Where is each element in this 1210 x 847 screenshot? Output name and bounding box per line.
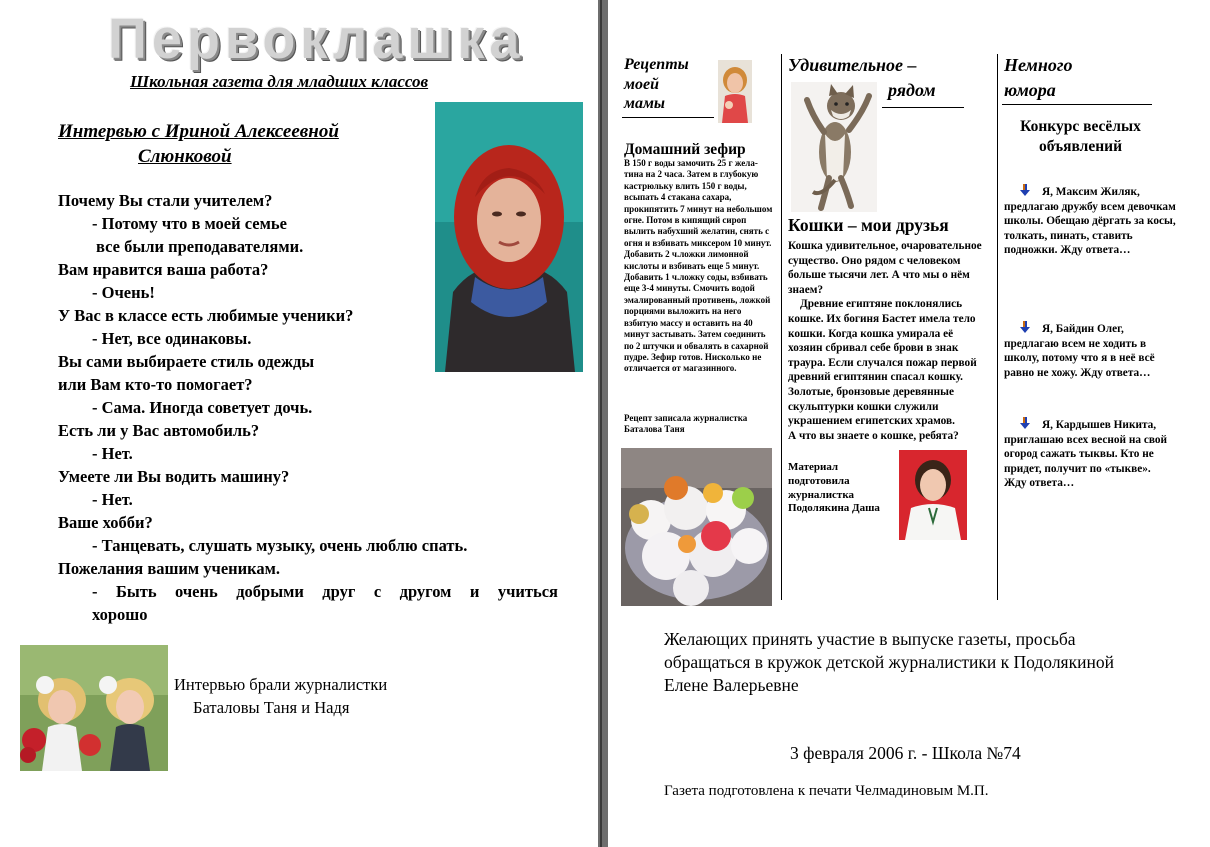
interview-heading-line2: Слюнковой	[138, 146, 232, 167]
humor-title-underline	[1002, 104, 1152, 105]
arrow-bullet-icon	[1004, 323, 1030, 335]
interview-question: Пожелания вашим ученикам.	[58, 559, 281, 578]
interview-answer: все были преподавателями.	[96, 237, 304, 256]
recipe-body: В 150 г воды замочить 25 г жела-тина на 2 часа. Затем в глубокую кастрюльку влить 150 г воды, всыпать 4 стакана сахара, прокипятить 7 минут на небольшом огне. Потом в кипящий сироп вылить набухший желатин, снять с огня и взбивать миксером 10 минут. Добавить 2 ч.ложки лимонной кислоты и взбивать еще 5 минут. Добавить 1 ч.ложку соды, взбивать еще 3-4 минуты. Смочить водой эмалированный противень, ложкой порциями выложить на него взбитую массу и оставить на 40 минут застывать. Затем соединить по 2 штучки и обвалять в сахарной пудре. Зефир готов. Нисколько не отличается от магазинного.	[624, 158, 773, 374]
page-gutter	[598, 0, 608, 847]
cats-p3: А что вы знаете о кошке, ребята?	[788, 429, 959, 442]
cats-author-l1: Материал	[788, 461, 839, 473]
cats-author	[788, 461, 880, 516]
cats-author-l2: подготовила	[788, 474, 850, 487]
interview-answer: - Нет.	[92, 444, 133, 463]
interview-answer: - Нет, все одинаковы.	[92, 329, 252, 348]
recipe-author-l2: Баталова Таня	[624, 424, 685, 435]
masthead-subtitle: Школьная газета для младших классов	[130, 72, 429, 91]
cats-article-title: Кошки – мои друзья	[788, 215, 949, 235]
column-divider-2	[997, 54, 998, 600]
interview-question: У Вас в классе есть любимые ученики?	[58, 306, 354, 325]
interview-answer: - Сама. Иногда советует дочь.	[92, 398, 313, 417]
cats-title-l2: рядом	[888, 80, 936, 100]
cats-author-l4: Подолякина Даша	[788, 502, 880, 515]
marshmallow-photo	[621, 448, 772, 606]
interview-answer: - Танцевать, слушать музыку, очень люблю спать.	[92, 536, 468, 555]
humor-title-l2: юмора	[1004, 80, 1056, 100]
recipes-column-title	[624, 55, 689, 114]
interview-question: Есть ли у Вас автомобиль?	[58, 421, 260, 440]
humor-ad-3: Я, Кардышев Никита, приглашаю всех весной на свой огород сажать тыквы. Кто не придет, получит по «тыкве». Жду ответа…	[1004, 419, 1168, 490]
cats-title-l1: Удивительное –	[788, 55, 917, 75]
humor-column-title	[1004, 54, 1073, 101]
credit-line1: Интервью брали журналистки	[174, 675, 388, 694]
cats-p1: Кошка удивительное, очаровательное существо. Оно рядом с человеком больше тысячи лет. А что мы о нём знаем?	[788, 240, 982, 296]
footer-printed-by: Газета подготовлена к печати Челмадиновым М.П.	[664, 783, 989, 799]
contest-heading	[1003, 117, 1158, 157]
credit-line2: Баталовы Таня и Надя	[193, 698, 350, 717]
humor-title-l1: Немного	[1004, 55, 1073, 75]
interview-answer: - Нет.	[92, 490, 133, 509]
left-page	[0, 0, 598, 847]
interview-heading	[58, 119, 438, 169]
interview-answer: - Быть очень добрыми друг с другом и учиться	[92, 582, 558, 601]
masthead-title: Первоклашка	[108, 7, 525, 71]
cats-author-l3: журналистка	[788, 488, 854, 501]
footer-date: 3 февраля 2006 г. - Школа №74	[790, 743, 1021, 763]
interview-answer: - Потому что в моей семье	[92, 214, 287, 233]
interview-question: Вам нравится ваша работа?	[58, 260, 269, 279]
interview-qa	[58, 189, 558, 626]
interview-question: или Вам кто-то помогает?	[58, 375, 253, 394]
interview-question: Почему Вы стали учителем?	[58, 191, 273, 210]
interview-question: Умеете ли Вы водить машину?	[58, 467, 290, 486]
interview-answer: - Очень!	[92, 283, 155, 302]
cat-photo	[791, 82, 877, 212]
child-photo	[718, 60, 752, 123]
interview-question: Ваше хобби?	[58, 513, 153, 532]
footer-invite: Желающих принять участие в выпуске газеты, просьба обращаться в кружок детской журналистики к Подолякиной Елене Валерьевне	[664, 629, 1114, 695]
interview-heading-line1: Интервью с Ириной Алексеевной	[58, 121, 339, 142]
recipes-title-l3: мамы	[624, 95, 666, 112]
column-divider-1	[781, 54, 782, 600]
girls-photo	[20, 645, 168, 771]
recipe-dish-title: Домашний зефир	[624, 141, 746, 158]
contest-heading-l1: Конкурс весёлых	[1020, 118, 1141, 135]
recipes-title-underline	[622, 117, 714, 118]
recipe-author	[624, 413, 747, 436]
right-page	[608, 0, 1210, 847]
recipes-title-l2: моей	[624, 75, 659, 93]
cats-article-body	[788, 239, 986, 443]
arrow-bullet-icon	[1004, 186, 1030, 198]
girl-portrait-photo	[899, 450, 967, 540]
cats-p2: Древние египтяне поклонялись кошке. Их богиня Бастет имела тело кошки. Когда кошка умирала её хозяин сбривал себе брови в знак траура. Если случался пожар первой древний египтянин спасал кошку. Золотые, бронзовые деревянные скульптурки кошки служили украшением египетских храмов.	[788, 298, 977, 428]
recipe-author-l1: Рецепт записала журналистка	[624, 413, 748, 423]
arrow-bullet-icon	[1004, 419, 1030, 431]
humor-ad-2: Я, Байдин Олег, предлагаю всем не ходить в школу, потому что я в неё всё равно не хожу. Жду ответа…	[1004, 323, 1155, 379]
interview-answer: хорошо	[92, 605, 148, 624]
humor-ad-1: Я, Максим Жиляк, предлагаю дружбу всем девочкам школы. Обещаю дёргать за косы, толкать, пинать, ставить подножки. Жду ответа…	[1004, 186, 1176, 257]
interview-credit	[174, 673, 387, 719]
interview-question: Вы сами выбираете стиль одежды	[58, 352, 315, 371]
recipes-title-l1: Рецепты	[624, 56, 689, 73]
contest-heading-l2: объявлений	[1038, 138, 1123, 155]
cats-title-underline	[882, 107, 964, 108]
